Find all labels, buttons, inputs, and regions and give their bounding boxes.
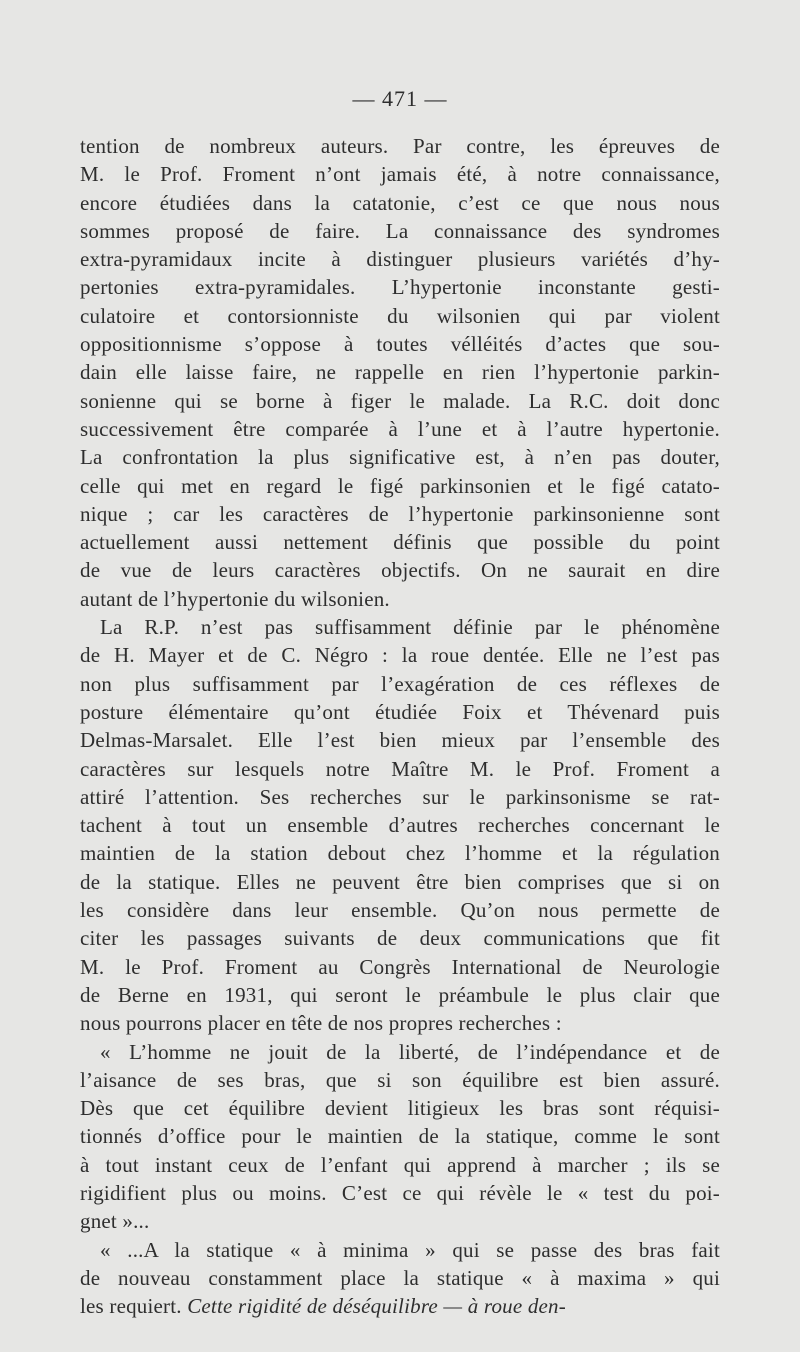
text-line: tionnés d’office pour le maintien de la statique, comme le sont xyxy=(80,1124,720,1149)
text-line: nique ; car les caractères de l’hypertonie parkinsonienne sont xyxy=(80,501,720,526)
text-line: rigidifient plus ou moins. C’est ce qui révèle le « test du poi- xyxy=(80,1180,720,1205)
body-text xyxy=(80,132,720,1320)
text-line: « ...A la statique « à minima » qui se passe des bras fait xyxy=(100,1237,720,1262)
text-line: nous pourrons placer en tête de nos propres recherches : xyxy=(80,1011,562,1036)
text-line: caractères sur lesquels notre Maître M. le Prof. Froment a xyxy=(80,756,720,781)
text-line: tachent à tout un ensemble d’autres recherches concernant le xyxy=(80,813,720,838)
text-line: dain elle laisse faire, ne rappelle en rien l’hypertonie parkin- xyxy=(80,360,720,385)
text-line: maintien de la station debout chez l’homme et la régulation xyxy=(80,841,720,866)
text-line: La confrontation la plus significative est, à n’en pas douter, xyxy=(80,445,720,470)
text-line: extra-pyramidaux incite à distinguer plusieurs variétés d’hy- xyxy=(80,247,720,272)
text-line: Dès que cet équilibre devient litigieux les bras sont réquisi- xyxy=(80,1096,720,1121)
text-line: citer les passages suivants de deux communications que fit xyxy=(80,926,720,951)
text-line: La R.P. n’est pas suffisamment définie par le phénomène xyxy=(100,615,720,640)
text-line: pertonies extra-pyramidales. L’hypertonie inconstante gesti- xyxy=(80,275,720,300)
text-line: de H. Mayer et de C. Négro : la roue dentée. Elle ne l’est pas xyxy=(80,643,720,668)
text-line: oppositionnisme s’oppose à toutes vélléités d’actes que sou- xyxy=(80,332,720,357)
page-number: — 471 — xyxy=(352,86,448,111)
text-line: culatoire et contorsionniste du wilsonien qui par violent xyxy=(80,303,720,328)
text-line: à tout instant ceux de l’enfant qui apprend à marcher ; ils se xyxy=(80,1152,720,1177)
text-line: sonienne qui se borne à figer le malade. La R.C. doit donc xyxy=(80,388,720,413)
text-line: M. le Prof. Froment n’ont jamais été, à notre connaissance, xyxy=(80,162,720,187)
text-line: actuellement aussi nettement définis que possible du point xyxy=(80,530,720,555)
text-line: celle qui met en regard le figé parkinsonien et le figé catato- xyxy=(80,473,720,498)
text-line: sommes proposé de faire. La connaissance des syndromes xyxy=(80,218,720,243)
text-line-final xyxy=(80,1292,720,1320)
text-line: de la statique. Elles ne peuvent être bien comprises que si on xyxy=(80,869,720,894)
text-line: de nouveau constamment place la statique « à maxima » qui xyxy=(80,1265,720,1290)
text-line: « L’homme ne jouit de la liberté, de l’indépendance et de xyxy=(100,1039,720,1064)
text-line: l’aisance de ses bras, que si son équilibre est bien assuré. xyxy=(80,1067,720,1092)
final-roman-text: les requiert. xyxy=(80,1294,188,1319)
text-line: autant de l’hypertonie du wilsonien. xyxy=(80,586,390,611)
text-line: de vue de leurs caractères objectifs. On ne saurait en dire xyxy=(80,558,720,583)
text-line: Delmas-Marsalet. Elle l’est bien mieux par l’ensemble des xyxy=(80,728,720,753)
text-line: attiré l’attention. Ses recherches sur le parkinsonisme se rat- xyxy=(80,784,720,809)
text-line: tention de nombreux auteurs. Par contre, les épreuves de xyxy=(80,134,720,158)
text-line: les considère dans leur ensemble. Qu’on nous permette de xyxy=(80,898,720,923)
text-line: non plus suffisamment par l’exagération de ces réflexes de xyxy=(80,671,720,696)
text-line: de Berne en 1931, qui seront le préambule le plus clair que xyxy=(80,982,720,1007)
text-line: successivement être comparée à l’une et à l’autre hypertonie. xyxy=(80,416,720,441)
text-line: gnet »... xyxy=(80,1209,150,1234)
text-line: encore étudiées dans la catatonie, c’est ce que nous nous xyxy=(80,190,720,215)
text-line: M. le Prof. Froment au Congrès International de Neurologie xyxy=(80,954,720,979)
final-italic-text: Cette rigidité de déséquilibre — à roue den- xyxy=(187,1294,566,1319)
text-line: posture élémentaire qu’ont étudiée Foix et Thévenard puis xyxy=(80,699,720,724)
